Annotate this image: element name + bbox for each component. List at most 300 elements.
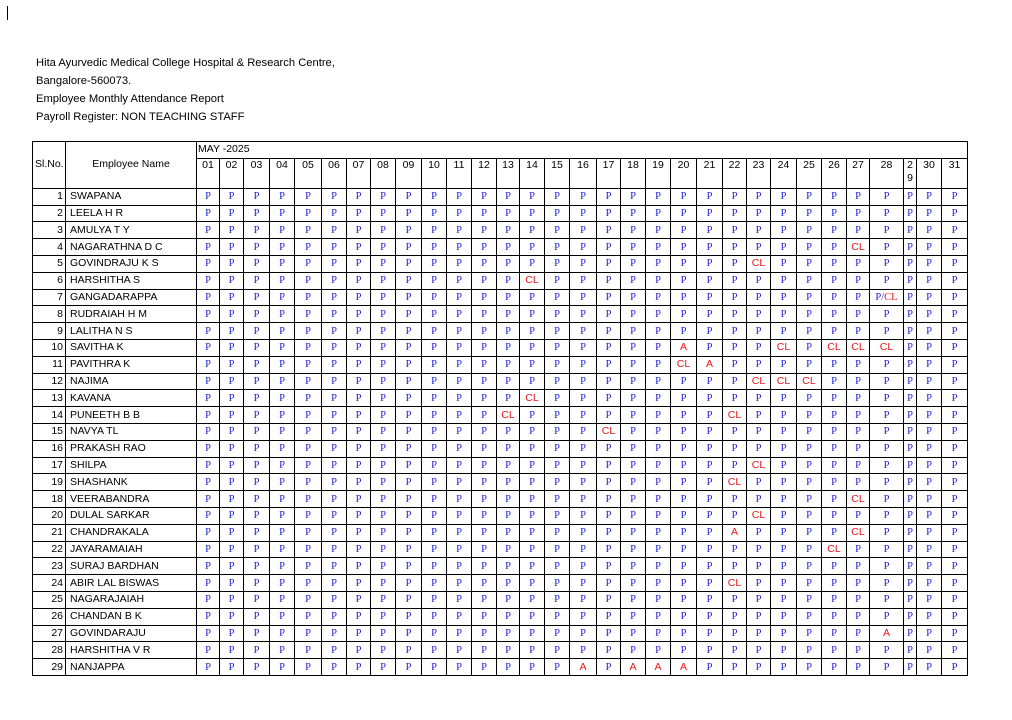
attendance-mark: P [621,423,646,440]
attendance-mark: P [220,440,244,457]
day-header: 12 [472,158,497,188]
attendance-mark: P [747,524,771,541]
attendance-mark: P [904,541,917,558]
attendance-mark: P [244,524,270,541]
attendance-mark: CL [797,373,822,390]
employee-name: ABIR LAL BISWAS [66,575,197,592]
attendance-mark: P [220,205,244,222]
attendance-mark: P [747,541,771,558]
attendance-mark: P [771,541,797,558]
day-header: 14 [520,158,545,188]
day-header: 25 [797,158,822,188]
attendance-mark: P [797,407,822,424]
attendance-mark: P [244,642,270,659]
attendance-mark: P [697,323,723,340]
attendance-mark: P [697,524,723,541]
attendance-mark: CL [847,239,870,256]
employee-row [33,423,968,440]
sl-no: 17 [33,457,66,474]
attendance-mark: P [747,188,771,205]
attendance-mark: P [847,255,870,272]
attendance-mark: P [472,222,497,239]
sl-no: 10 [33,339,66,356]
attendance-mark: P [917,373,942,390]
attendance-mark: P [847,205,870,222]
attendance-mark: P [847,659,870,676]
attendance-mark: P [244,440,270,457]
attendance-mark: P [870,575,904,592]
attendance-mark: P [723,591,747,608]
attendance-mark: P [220,423,244,440]
attendance-mark: P [646,255,671,272]
attendance-mark: P [771,608,797,625]
attendance-mark: P [597,474,621,491]
attendance-mark: P [671,407,697,424]
attendance-mark: P [422,642,447,659]
attendance-mark: P [697,575,723,592]
attendance-mark: CL [870,339,904,356]
attendance-mark: P [347,390,371,407]
attendance-mark: P [797,323,822,340]
attendance-mark: P [870,306,904,323]
attendance-mark: P [497,390,520,407]
attendance-mark: P [347,407,371,424]
attendance-mark: P [697,659,723,676]
attendance-mark: P [697,474,723,491]
attendance-mark: P [295,541,322,558]
attendance-mark: P [697,457,723,474]
attendance-mark: P [697,507,723,524]
attendance-mark: P [295,642,322,659]
attendance-mark: P [396,474,422,491]
attendance-mark: P [396,457,422,474]
attendance-mark: P [497,440,520,457]
attendance-mark: P [771,507,797,524]
attendance-mark: P [697,205,723,222]
attendance-mark: P [244,205,270,222]
attendance-mark: P [270,659,295,676]
attendance-mark: P [597,558,621,575]
attendance-mark: P [723,339,747,356]
attendance-mark: P [220,188,244,205]
attendance-mark: P [371,659,396,676]
employee-name: GOVINDARAJU [66,625,197,642]
attendance-mark: P [847,222,870,239]
attendance-mark: P [917,524,942,541]
attendance-mark: P [322,491,347,508]
attendance-mark: P [270,390,295,407]
attendance-mark: P [723,239,747,256]
day-header: 26 [822,158,847,188]
attendance-mark: P [422,373,447,390]
attendance-mark: P [597,373,621,390]
attendance-mark: P [723,659,747,676]
attendance-mark: A [570,659,597,676]
attendance-mark: P [671,558,697,575]
attendance-mark: P [422,356,447,373]
attendance-mark: P [671,239,697,256]
attendance-mark: P [545,608,570,625]
attendance-mark: P [220,222,244,239]
sl-no: 15 [33,423,66,440]
attendance-mark: P [771,524,797,541]
attendance-mark: P [904,339,917,356]
attendance-mark: P [197,491,220,508]
attendance-mark: P [904,558,917,575]
attendance-mark: P [520,558,545,575]
day-header: 27 [847,158,870,188]
attendance-mark: CL [747,373,771,390]
attendance-mark: P [621,289,646,306]
attendance-mark: P [545,272,570,289]
day-header: 11 [447,158,472,188]
attendance-mark: P [797,541,822,558]
attendance-mark: P [371,339,396,356]
attendance-mark: P [723,625,747,642]
attendance-mark: P [520,205,545,222]
attendance-mark: P [847,558,870,575]
attendance-mark: P [197,457,220,474]
attendance-mark: P [322,507,347,524]
attendance-mark: P [347,323,371,340]
attendance-mark: P [396,356,422,373]
attendance-mark: P [197,272,220,289]
employee-name-header: Employee Name [66,142,197,189]
text-cursor [7,6,8,20]
attendance-mark: CL [747,457,771,474]
attendance-mark: P [322,306,347,323]
employee-name: RUDRAIAH H M [66,306,197,323]
attendance-mark: P [747,205,771,222]
attendance-mark: P [447,289,472,306]
attendance-mark: P [371,558,396,575]
attendance-mark: P [822,390,847,407]
attendance-mark: P [545,239,570,256]
attendance-mark: P [220,390,244,407]
attendance-mark: P [497,642,520,659]
attendance-mark: P [646,575,671,592]
attendance-mark: P [870,591,904,608]
attendance-mark: P [797,625,822,642]
attendance-mark: A [646,659,671,676]
attendance-mark: P [422,524,447,541]
attendance-mark: P [347,339,371,356]
attendance-mark: CL [597,423,621,440]
attendance-mark: P [295,272,322,289]
attendance-mark: P [917,289,942,306]
attendance-mark: P [497,205,520,222]
attendance-mark: P [220,323,244,340]
day-header: 20 [671,158,697,188]
attendance-mark: P [797,205,822,222]
employee-row [33,591,968,608]
attendance-mark: P [747,222,771,239]
attendance-mark: P [570,239,597,256]
attendance-mark: P [870,608,904,625]
attendance-mark: P [942,239,968,256]
attendance-mark: P [797,440,822,457]
employee-name: HARSHITHA S [66,272,197,289]
attendance-mark: CL [847,339,870,356]
attendance-mark: P [723,457,747,474]
attendance-mark: P [671,457,697,474]
employee-row [33,205,968,222]
attendance-mark: P [322,407,347,424]
attendance-mark: P [520,239,545,256]
attendance-mark: P [671,507,697,524]
attendance-mark: P [646,608,671,625]
attendance-mark: P [671,323,697,340]
attendance-mark: P [917,407,942,424]
attendance-mark: P [847,289,870,306]
attendance-mark: P [347,440,371,457]
attendance-mark: P [621,491,646,508]
attendance-mark: P [570,356,597,373]
attendance-mark: P [942,474,968,491]
attendance-mark: P [646,558,671,575]
attendance-mark: P [322,188,347,205]
attendance-mark: P [371,205,396,222]
attendance-mark: P [621,272,646,289]
attendance-mark: P [545,474,570,491]
attendance-mark: P [270,625,295,642]
sl-no: 14 [33,407,66,424]
employee-name: HARSHITHA V R [66,642,197,659]
attendance-mark: P [771,558,797,575]
attendance-mark: P [520,591,545,608]
attendance-mark: P [396,491,422,508]
attendance-mark: P [917,491,942,508]
attendance-mark: P [520,339,545,356]
attendance-mark: P [472,289,497,306]
attendance-mark: P [472,659,497,676]
attendance-mark: P [697,390,723,407]
attendance-mark: P [396,339,422,356]
attendance-mark: P [870,507,904,524]
attendance-mark: P [847,625,870,642]
attendance-mark: P [723,356,747,373]
day-header: 09 [396,158,422,188]
attendance-mark: P [197,188,220,205]
attendance-mark: P [472,575,497,592]
attendance-mark: P [520,423,545,440]
attendance-mark: P [942,356,968,373]
attendance-mark: P [270,323,295,340]
attendance-mark: P [371,373,396,390]
attendance-mark: P [371,289,396,306]
attendance-mark: P [942,440,968,457]
attendance-mark: P [244,407,270,424]
attendance-mark: P [347,541,371,558]
day-header: 21 [697,158,723,188]
sl-no: 25 [33,591,66,608]
attendance-mark: P [904,272,917,289]
attendance-mark: P [396,524,422,541]
attendance-mark: P [396,188,422,205]
attendance-mark: P [942,390,968,407]
employee-row [33,356,968,373]
attendance-mark: P [545,440,570,457]
attendance-mark: P [822,323,847,340]
attendance-mark: P [942,642,968,659]
attendance-mark: P [822,491,847,508]
attendance-mark: P [295,608,322,625]
attendance-mark: P [797,339,822,356]
attendance-mark: P [396,239,422,256]
sl-no: 6 [33,272,66,289]
attendance-mark: P [646,507,671,524]
attendance-mark: P [347,625,371,642]
attendance-mark: P [570,390,597,407]
attendance-mark: P [371,356,396,373]
attendance-mark: P [671,272,697,289]
attendance-mark: P [597,407,621,424]
attendance-mark: P [497,608,520,625]
attendance-mark: P [295,659,322,676]
attendance-mark: P [747,390,771,407]
attendance-mark: P [244,306,270,323]
attendance-mark: P [942,659,968,676]
sl-no: 8 [33,306,66,323]
attendance-mark: P [197,423,220,440]
attendance-mark: P [621,608,646,625]
attendance-mark: P [570,272,597,289]
attendance-mark: P [870,222,904,239]
attendance-mark: P [220,524,244,541]
attendance-mark: P [847,457,870,474]
day-header: 15 [545,158,570,188]
attendance-mark: P [621,558,646,575]
attendance-mark: P [917,356,942,373]
attendance-mark: P [396,272,422,289]
attendance-mark: P [621,222,646,239]
sl-no: 26 [33,608,66,625]
employee-row [33,457,968,474]
attendance-mark: P [520,659,545,676]
attendance-mark: P [847,474,870,491]
attendance-mark: P [904,188,917,205]
attendance-mark: P [570,255,597,272]
sl-no: 23 [33,558,66,575]
attendance-mark: P [646,323,671,340]
attendance-mark: P [621,625,646,642]
attendance-mark: P [396,390,422,407]
attendance-mark: P [244,558,270,575]
employee-name: NAGARATHNA D C [66,239,197,256]
attendance-mark: P [847,440,870,457]
attendance-mark: P [472,373,497,390]
attendance-mark: P [822,507,847,524]
attendance-mark: P [270,239,295,256]
employee-name: PRAKASH RAO [66,440,197,457]
attendance-mark: P [847,507,870,524]
attendance-mark: P [270,608,295,625]
attendance-mark: P [797,474,822,491]
attendance-mark: P [220,289,244,306]
attendance-mark: P [597,188,621,205]
attendance-mark: P [870,390,904,407]
attendance-mark: P [197,239,220,256]
attendance-mark: P [822,188,847,205]
attendance-mark: P [520,222,545,239]
attendance-mark: P [220,659,244,676]
attendance-mark: P [870,524,904,541]
attendance-mark: P [447,373,472,390]
attendance-mark: P [270,474,295,491]
attendance-mark: P [917,659,942,676]
attendance-mark: P [270,423,295,440]
day-header: 07 [347,158,371,188]
attendance-mark: P [347,524,371,541]
attendance-mark: P [472,474,497,491]
attendance-mark: P [621,205,646,222]
attendance-mark: P [646,373,671,390]
attendance-mark: P [870,474,904,491]
attendance-mark: P [747,608,771,625]
attendance-mark: P [347,507,371,524]
attendance-mark: P [396,306,422,323]
attendance-mark: P [497,373,520,390]
attendance-mark: P [422,323,447,340]
attendance-mark: P [520,474,545,491]
attendance-mark: P [520,356,545,373]
attendance-mark: P [771,642,797,659]
attendance-mark: P [621,507,646,524]
attendance-mark: P [697,222,723,239]
attendance-mark: P [497,524,520,541]
attendance-mark: P [870,239,904,256]
attendance-mark: P [520,625,545,642]
attendance-mark: P [447,474,472,491]
attendance-mark: P [322,390,347,407]
attendance-mark: P [422,474,447,491]
attendance-mark: P [870,457,904,474]
attendance-mark: P [371,255,396,272]
attendance-mark: P [747,323,771,340]
attendance-mark: P [697,625,723,642]
attendance-mark: P [295,558,322,575]
attendance-mark: P [570,323,597,340]
attendance-mark: P [621,323,646,340]
employee-row [33,272,968,289]
attendance-mark: P [197,642,220,659]
attendance-mark: P [597,356,621,373]
attendance-mark: P [422,659,447,676]
attendance-mark: P [295,373,322,390]
attendance-mark: P [545,205,570,222]
attendance-mark: P [671,541,697,558]
attendance-mark: P [723,306,747,323]
attendance-mark: P [847,306,870,323]
attendance-mark: P [847,423,870,440]
attendance-mark: P [244,575,270,592]
attendance-mark: P [545,407,570,424]
day-header: 17 [597,158,621,188]
attendance-mark: P [322,222,347,239]
attendance-mark: P [723,289,747,306]
attendance-mark: P [570,608,597,625]
attendance-mark: P [520,440,545,457]
attendance-mark: P [942,188,968,205]
attendance-mark: P [847,608,870,625]
attendance-mark: P [497,289,520,306]
attendance-mark: P [396,558,422,575]
attendance-mark: P [822,591,847,608]
attendance-mark: P [322,524,347,541]
attendance-mark: CL [520,390,545,407]
attendance-mark: P [295,474,322,491]
attendance-mark: P [244,373,270,390]
